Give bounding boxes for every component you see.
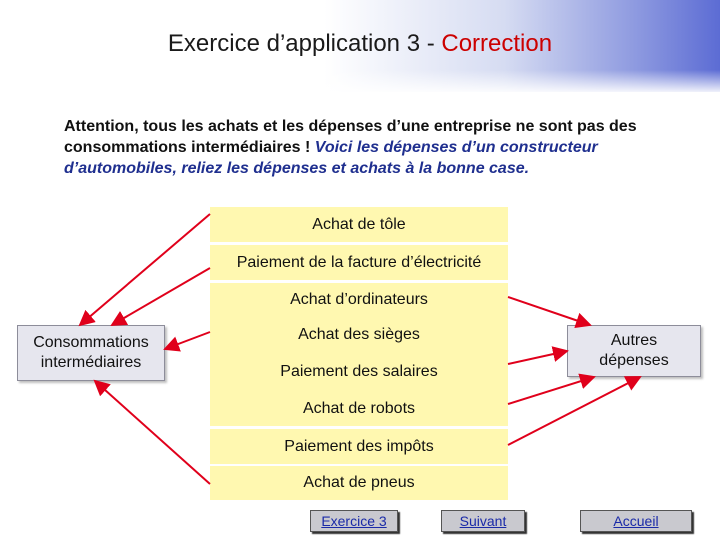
- item-facture-electricite[interactable]: [210, 245, 508, 280]
- item-label: Paiement des salaires: [280, 363, 438, 380]
- category-left-label: Consommations intermédiaires: [33, 334, 149, 371]
- arrow-robots-to-autres: [508, 377, 594, 404]
- arrow-tole-to-ci: [80, 214, 210, 325]
- arrow-impots-to-autres: [508, 377, 640, 445]
- item-achat-ordinateurs[interactable]: [210, 283, 508, 317]
- item-label: Paiement des impôts: [284, 437, 434, 455]
- item-label: Achat des sièges: [298, 326, 420, 343]
- page-title: [0, 30, 720, 58]
- box-consommations-intermediaires[interactable]: [17, 325, 165, 381]
- arrow-electricite-to-ci: [112, 268, 210, 325]
- title-main: Exercice d’application 3 -: [167, 30, 442, 57]
- arrow-ordinateurs-to-autres: [508, 297, 590, 325]
- instructions-italic: Voici les dépenses d’un constructeur d’automobiles, reliez les dépenses et achats à la bonne case.: [64, 139, 598, 177]
- item-label: Achat de robots: [302, 399, 416, 417]
- item-paiement-impots[interactable]: [210, 429, 508, 464]
- home-button[interactable]: [580, 510, 692, 532]
- item-achat-pneus[interactable]: [210, 466, 508, 500]
- instructions: [64, 116, 694, 179]
- item-label: Achat de tôle: [312, 215, 406, 233]
- item-label: Achat d’ordinateurs: [290, 291, 428, 308]
- next-button[interactable]: [441, 510, 525, 532]
- item-paiement-salaires[interactable]: [210, 353, 508, 391]
- exercise-3-label: Exercice 3: [321, 513, 387, 529]
- exercise-3-link[interactable]: [310, 510, 398, 532]
- home-label: Accueil: [613, 513, 659, 529]
- title-accent: Correction: [441, 30, 553, 57]
- item-label: Achat de pneus: [303, 474, 415, 491]
- arrow-salaires-to-autres: [508, 351, 567, 364]
- arrow-sieges-to-ci: [165, 332, 210, 349]
- item-achat-tole[interactable]: [210, 207, 508, 242]
- category-right-label: Autres dépenses: [599, 332, 669, 369]
- box-autres-depenses[interactable]: [567, 325, 701, 377]
- instructions-bold: Attention, tous les achats et les dépenses d’une entreprise ne sont pas des consommations intermédiaires !: [64, 118, 637, 156]
- item-achat-sieges[interactable]: [210, 317, 508, 353]
- item-label: Paiement de la facture d’électricité: [236, 253, 482, 271]
- next-label: Suivant: [459, 513, 507, 529]
- arrow-pneus-to-ci: [95, 381, 210, 484]
- item-achat-robots[interactable]: [210, 391, 508, 426]
